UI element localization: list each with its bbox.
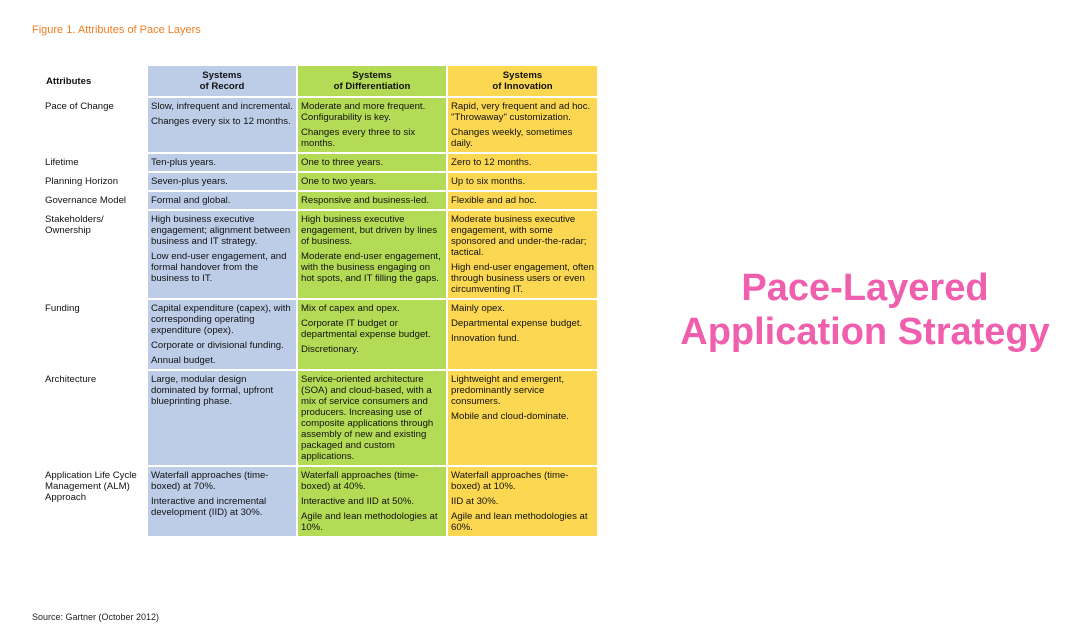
cell-paragraph: Formal and global. xyxy=(151,195,231,206)
cell-paragraph: Waterfall approaches (time-boxed) at 10%. xyxy=(451,470,569,492)
table-row xyxy=(42,192,597,209)
cell-paragraph: Agile and lean methodologies at 60%. xyxy=(451,511,588,533)
figure-caption: Figure 1. Attributes of Pace Layers xyxy=(32,24,201,36)
cell-systems-of-innovation xyxy=(448,371,597,465)
attribute-label: Planning Horizon xyxy=(42,173,146,190)
attribute-label: Architecture xyxy=(42,371,146,465)
pace-layers-table xyxy=(40,64,599,538)
table-row xyxy=(42,467,597,536)
cell-paragraph: Rapid, very frequent and ad hoc. "Throwaway" customization. xyxy=(451,101,591,123)
cell-systems-of-differentiation xyxy=(298,300,446,369)
cell-systems-of-differentiation xyxy=(298,98,446,152)
cell-paragraph: Corporate or divisional funding. xyxy=(151,340,284,351)
cell-paragraph: Zero to 12 months. xyxy=(451,157,532,168)
cell-paragraph: Changes every three to six months. xyxy=(301,127,416,149)
cell-paragraph: Up to six months. xyxy=(451,176,526,187)
cell-paragraph: Moderate and more frequent. Configurability is key. xyxy=(301,101,426,123)
cell-systems-of-record xyxy=(148,211,296,298)
slide-title-line: Application Strategy xyxy=(680,311,1050,353)
cell-paragraph: Mainly opex. xyxy=(451,303,505,314)
header-systems-of-record xyxy=(148,66,296,96)
cell-paragraph: Mobile and cloud-dominate. xyxy=(451,411,569,422)
table-row xyxy=(42,173,597,190)
cell-paragraph: Slow, infrequent and incremental. xyxy=(151,101,293,112)
cell-systems-of-record xyxy=(148,192,296,209)
table-row xyxy=(42,154,597,171)
cell-systems-of-innovation xyxy=(448,211,597,298)
attribute-label: Lifetime xyxy=(42,154,146,171)
cell-systems-of-record xyxy=(148,300,296,369)
source-note: Source: Gartner (October 2012) xyxy=(32,612,160,622)
cell-paragraph: Flexible and ad hoc. xyxy=(451,195,537,206)
header-line: of Record xyxy=(199,81,245,92)
table-row xyxy=(42,371,597,465)
cell-paragraph: Lightweight and emergent, predominantly service consumers. xyxy=(451,374,565,407)
cell-paragraph: Moderate business executive engagement, with some sponsored and under-the-radar; tactical. xyxy=(451,214,587,258)
cell-paragraph: Changes weekly, sometimes daily. xyxy=(451,127,573,149)
cell-paragraph: Capital expenditure (capex), with corresponding operating expenditure (opex). xyxy=(151,303,291,336)
cell-paragraph: High end-user engagement, often through business users or even circumventing IT. xyxy=(451,262,594,295)
cell-paragraph: Innovation fund. xyxy=(451,333,520,344)
header-line: Systems xyxy=(352,70,392,81)
table-header-row xyxy=(42,66,597,96)
cell-systems-of-differentiation xyxy=(298,192,446,209)
cell-systems-of-record xyxy=(148,371,296,465)
cell-paragraph: Large, modular design dominated by formal, upfront blueprinting phase. xyxy=(151,374,274,407)
cell-paragraph: One to three years. xyxy=(301,157,384,168)
header-systems-of-innovation xyxy=(448,66,597,96)
cell-systems-of-innovation xyxy=(448,467,597,536)
cell-paragraph: High business executive engagement; alignment between business and IT strategy. xyxy=(151,214,291,247)
cell-systems-of-differentiation xyxy=(298,211,446,298)
cell-paragraph: Annual budget. xyxy=(151,355,216,366)
cell-systems-of-innovation xyxy=(448,192,597,209)
cell-paragraph: High business executive engagement, but driven by lines of business. xyxy=(301,214,437,247)
table-row xyxy=(42,300,597,369)
cell-paragraph: Interactive and incremental development (IID) at 30%. xyxy=(151,496,267,518)
cell-systems-of-record xyxy=(148,98,296,152)
header-line: Systems xyxy=(202,70,242,81)
cell-paragraph: Discretionary. xyxy=(301,344,359,355)
header-line: Systems xyxy=(502,70,543,81)
cell-systems-of-record xyxy=(148,154,296,171)
cell-paragraph: Low end-user engagement, and formal handover from the business to IT. xyxy=(151,251,287,284)
cell-paragraph: Corporate IT budget or departmental expense budget. xyxy=(301,318,431,340)
cell-systems-of-record xyxy=(148,467,296,536)
cell-paragraph: Changes every six to 12 months. xyxy=(151,116,291,127)
cell-systems-of-innovation xyxy=(448,300,597,369)
cell-paragraph: Interactive and IID at 50%. xyxy=(301,496,415,507)
attribute-label: Stakeholders/ Ownership xyxy=(42,211,146,298)
attribute-label: Pace of Change xyxy=(42,98,146,152)
cell-systems-of-innovation xyxy=(448,154,597,171)
cell-systems-of-differentiation xyxy=(298,467,446,536)
cell-paragraph: Departmental expense budget. xyxy=(451,318,583,329)
cell-paragraph: Waterfall approaches (time-boxed) at 70%. xyxy=(151,470,269,492)
header-line: of Innovation xyxy=(492,81,553,92)
cell-paragraph: Waterfall approaches (time-boxed) at 40%. xyxy=(301,470,419,492)
table-row xyxy=(42,98,597,152)
attribute-label: Governance Model xyxy=(42,192,146,209)
cell-systems-of-innovation xyxy=(448,173,597,190)
cell-systems-of-record xyxy=(148,173,296,190)
cell-paragraph: Ten-plus years. xyxy=(151,157,217,168)
cell-systems-of-differentiation xyxy=(298,371,446,465)
cell-systems-of-differentiation xyxy=(298,173,446,190)
cell-paragraph: IID at 30%. xyxy=(451,496,499,507)
cell-systems-of-differentiation xyxy=(298,154,446,171)
attribute-label: Application Life Cycle Management (ALM) Approach xyxy=(42,467,146,536)
table-row xyxy=(42,211,597,298)
cell-paragraph: Responsive and business-led. xyxy=(301,195,429,206)
attribute-label: Funding xyxy=(42,300,146,369)
slide-title xyxy=(660,266,1070,354)
cell-paragraph: Moderate end-user engagement, with the business engaging on hot spots, and IT filling the gaps. xyxy=(301,251,441,284)
header-systems-of-differentiation xyxy=(298,66,446,96)
cell-paragraph: Service-oriented architecture (SOA) and cloud-based, with a mix of service consumers and producers. Increasing use of composite applications through assembly of new and existing packaged and custom applications. xyxy=(301,374,434,462)
cell-paragraph: Mix of capex and opex. xyxy=(301,303,400,314)
header-line: of Differentiation xyxy=(333,81,411,92)
cell-paragraph: Agile and lean methodologies at 10%. xyxy=(301,511,438,533)
cell-systems-of-innovation xyxy=(448,98,597,152)
slide-title-line: Pace-Layered xyxy=(741,267,989,309)
cell-paragraph: Seven-plus years. xyxy=(151,176,228,187)
cell-paragraph: One to two years. xyxy=(301,176,377,187)
table-body xyxy=(42,98,597,536)
header-attributes: Attributes xyxy=(46,75,92,87)
